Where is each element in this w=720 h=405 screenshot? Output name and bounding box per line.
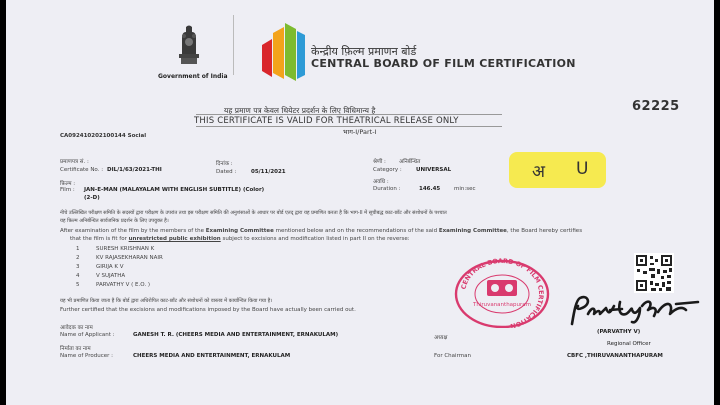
certify-paragraph-line-1 <box>60 228 582 234</box>
producer-label: Name of Producer : <box>60 353 113 359</box>
applicant-value: GANESH T. R. (CHEERS MEDIA AND ENTERTAINMENT, ERNAKULAM) <box>133 332 339 338</box>
para-c: mentioned below and on the recommendations of the said <box>275 228 438 234</box>
category-hindi: श्रेणी : <box>373 159 386 165</box>
hindi-para-1: नीचे उल्लिखित परीक्षण समिति के सदस्यों द्वारा परीक्षण के उपरांत तथा इस परीक्षण समिति की अनुशंसाओं के आधार पर बोर्ड एतद् द्वारा यह प्रमाणित करता है कि भाग-II में सूचीबद्ध काट-छाँट और संशोधनों के पश्चात <box>60 210 447 216</box>
gov-label: Government of India <box>158 73 228 80</box>
certify-paragraph-line-2 <box>70 236 410 242</box>
para-f: that the film is fit for <box>70 236 127 242</box>
para-d: Examining Committee <box>438 228 507 234</box>
film-value: JAN-E-MAN (MALAYALAM WITH ENGLISH SUBTITLE) (Color) <box>84 187 265 193</box>
title-english: CENTRAL BOARD OF FILM CERTIFICATION <box>311 57 576 70</box>
chairman-label: For Chairman <box>434 353 471 359</box>
social-id: CA092410202100144 Social <box>60 133 147 139</box>
rating-badge <box>509 152 606 188</box>
dated-hindi: दिनांक : <box>216 161 233 167</box>
duration-label: Duration : <box>373 186 401 192</box>
para-a: After examination of the film by the members of the <box>60 228 205 234</box>
film-label: Film : <box>60 187 75 193</box>
para-g: unrestricted public exhibition <box>128 236 221 242</box>
member-no: 5 <box>76 282 80 288</box>
member-name: PARVATHY V ( E.O. ) <box>96 282 150 288</box>
rating-hindi: अ <box>532 162 545 182</box>
film-format: (2-D) <box>84 195 100 201</box>
officer-title: Regional Officer <box>607 341 651 347</box>
member-no: 3 <box>76 264 80 270</box>
member-name: V SUJATHA <box>96 273 126 279</box>
part-label: भाग-I/Part-I <box>343 128 377 136</box>
member-name: KV RAJASEKHARAN NAIR <box>96 255 163 261</box>
rating-english: U <box>576 159 589 179</box>
officer-name: (PARVATHY V) <box>597 329 641 335</box>
certificate-page <box>6 0 714 405</box>
category-label: Category : <box>373 167 402 173</box>
member-name: GIRIJA K V <box>96 264 124 270</box>
category-hindi-value: अनिर्बन्धित <box>399 159 421 165</box>
duration-unit: min:sec <box>454 186 476 192</box>
certno-hindi: प्रमाणपत्र सं. : <box>60 159 89 165</box>
member-name: SURESH KRISHNAN K <box>96 246 155 252</box>
film-hindi: फ़िल्म : <box>60 181 76 187</box>
office-location: CBFC ,THIRUVANANTHAPURAM <box>567 353 663 359</box>
seal-city: Thiruvananthapuram <box>472 302 532 308</box>
signature-icon <box>566 292 706 328</box>
duration-value: 146.45 <box>419 186 441 192</box>
seal-text: CENTRAL BOARD OF FILM CERTIFICATION <box>459 258 546 328</box>
dated-label: Dated : <box>216 169 237 175</box>
certificate-serial: 62225 <box>632 99 680 114</box>
member-no: 2 <box>76 255 80 261</box>
producer-value: CHEERS MEDIA AND ENTERTAINMENT, ERNAKULAM <box>133 353 291 359</box>
applicant-label: Name of Applicant : <box>60 332 115 338</box>
member-no: 4 <box>76 273 80 279</box>
applicant-hindi: आवेदक का नाम <box>60 325 93 331</box>
member-no: 1 <box>76 246 80 252</box>
para-b: Examining Committee <box>205 228 274 234</box>
hindi-para-2: यह फ़िल्म अनिर्बन्धित सार्वजनिक प्रदर्शन के लिए उपयुक्त है। <box>60 218 169 224</box>
para-e: , the Board hereby certifies <box>506 228 583 234</box>
cbfc-logo-icon <box>260 21 306 81</box>
qr-code-icon <box>634 253 674 293</box>
producer-hindi: निर्माता का नाम <box>60 346 91 352</box>
chairman-hindi: अध्यक्ष <box>434 335 448 341</box>
certno-label: Certificate No. : <box>60 167 104 173</box>
header-separator <box>233 15 234 75</box>
category-value: UNIVERSAL <box>416 167 452 173</box>
validity-english: THIS CERTIFICATE IS VALID FOR THEATRICAL RELEASE ONLY <box>194 116 459 126</box>
dated-value: 05/11/2021 <box>251 169 286 175</box>
duration-hindi: अवधि : <box>373 179 389 185</box>
para-h: subject to excisions and modification listed in part II on the reverse: <box>222 236 410 242</box>
further-certified: Further certified that the excisions and modifications imposed by the Board have actually been carried out. <box>60 307 356 313</box>
title-hindi: केन्द्रीय फ़िल्म प्रमाणन बोर्ड <box>311 45 417 58</box>
validity-hindi: यह प्रमाण पत्र केवल थियेटर प्रदर्शन के लिए विधिमान्य है <box>224 106 376 115</box>
hindi-para-3: यह भी प्रमाणित किया जाता है कि बोर्ड द्वारा अधिरोपित काट-छाँट और संशोधनों को वास्तव में कार्यान्वित किया गया है। <box>60 298 273 304</box>
national-emblem-icon <box>176 24 202 66</box>
cbfc-seal-icon <box>453 258 551 328</box>
certno-value: DIL/1/63/2021-THI <box>107 167 162 173</box>
